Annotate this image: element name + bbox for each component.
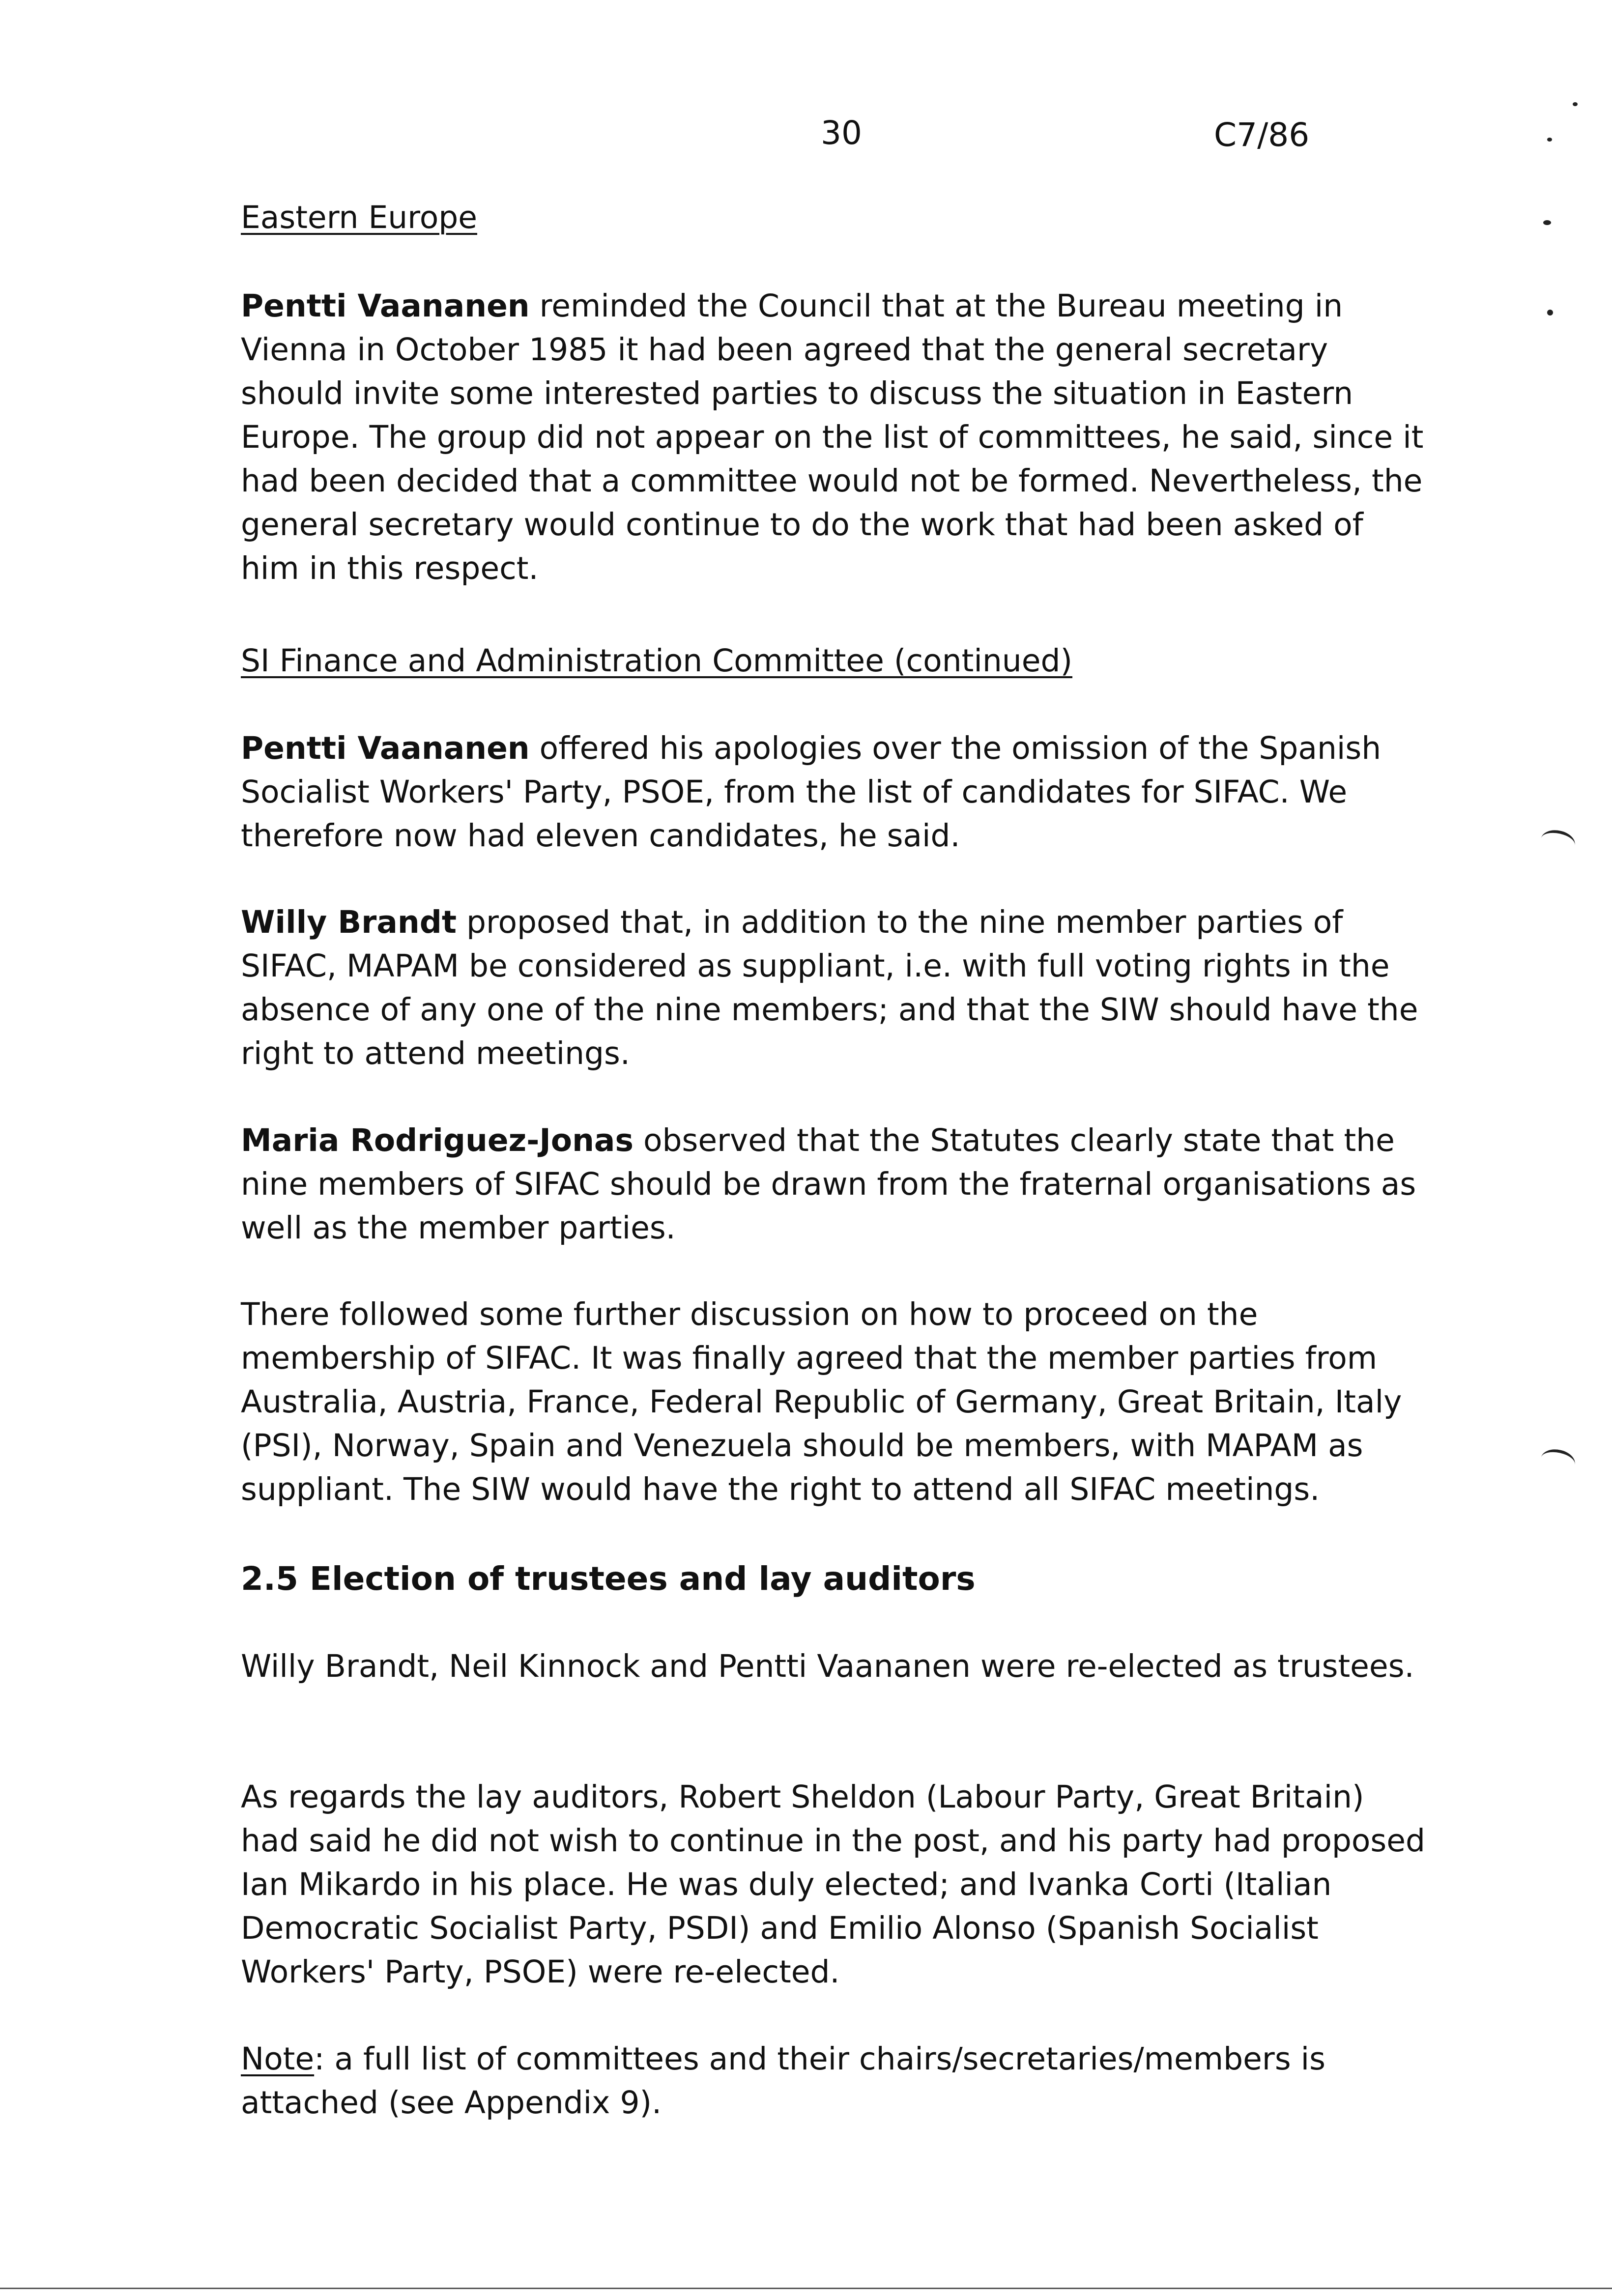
- scan-arc-mark: [1539, 1446, 1577, 1476]
- paragraph-text: offered his apologies over the omission of the Spanish Socialist Workers' Party, PSOE, from the list of candidates for SIFAC. We therefore now had eleven candidates, he said.: [241, 730, 1382, 854]
- page-number: 30: [821, 114, 862, 152]
- speaker-name: Pentti Vaananen: [241, 288, 530, 324]
- section-title-sifac: SI Finance and Administration Committee (continued): [241, 643, 1073, 679]
- scan-speck: [1547, 138, 1552, 142]
- paragraph-text: observed that the Statutes clearly state that the nine members of SIFAC should be drawn from the fraternal organisations as well as the member parties.: [241, 1122, 1416, 1246]
- document-reference: C7/86: [1214, 116, 1310, 154]
- speaker-name: Maria Rodriguez-Jonas: [241, 1122, 633, 1158]
- note-paragraph: [241, 2037, 1430, 2124]
- paragraph-eastern-europe: [241, 284, 1430, 590]
- scan-speck: [1543, 220, 1551, 225]
- paragraph-text: reminded the Council that at the Bureau meeting in Vienna in October 1985 it had been agreed that the general secretary should invite some interested parties to discuss the situation in Eastern Europe. The group did not appear on the list of committees, he said, since it had been decided that a committee would not be formed. Nevertheless, the general secretary would continue to do the work that had been asked of him in this respect.: [241, 288, 1424, 586]
- note-label: Note: [241, 2041, 315, 2077]
- scan-bottom-rule: [0, 2288, 1612, 2289]
- scan-speck: [1573, 102, 1578, 106]
- speaker-name: Willy Brandt: [241, 904, 457, 940]
- paragraph-trustees: Willy Brandt, Neil Kinnock and Pentti Vaananen were re-elected as trustees.: [241, 1648, 1414, 1684]
- paragraph-sifac-4: [241, 1292, 1430, 1511]
- paragraph-sifac-3: [241, 1119, 1430, 1250]
- paragraph-lay-auditors: As regards the lay auditors, Robert Sheldon (Labour Party, Great Britain) had said he did not wish to continue in the post, and his party had proposed Ian Mikardo in his place. He was duly elected; and Ivanka Corti (Italian Democratic Socialist Party, PSDI) and Emilio Alonso (Spanish Socialist Workers' Party, PSOE) were re-elected.: [241, 1779, 1425, 1990]
- scan-speck: [1547, 310, 1553, 316]
- note-text: : a full list of committees and their chairs/secretaries/members is attached (see Appendix 9).: [241, 2041, 1326, 2121]
- election-heading: 2.5 Election of trustees and lay auditors: [241, 1560, 976, 1598]
- scan-arc-mark: [1539, 827, 1577, 857]
- paragraph-text: There followed some further discussion on how to proceed on the membership of SIFAC. It was finally agreed that the member parties from Australia, Austria, France, Federal Republic of Germany, Great Britain, Italy (PSI), Norway, Spain and Venezuela should be members, with MAPAM as suppliant. The SIW would have the right to attend all SIFAC meetings.: [241, 1296, 1402, 1507]
- section-title-eastern-europe: Eastern Europe: [241, 200, 477, 235]
- paragraph-sifac-1: [241, 726, 1430, 858]
- speaker-name: Pentti Vaananen: [241, 730, 530, 766]
- paragraph-sifac-2: [241, 900, 1430, 1075]
- paragraph-text: proposed that, in addition to the nine member parties of SIFAC, MAPAM be considered as suppliant, i.e. with full voting rights in the absence of any one of the nine members; and that the SIW should have the right to attend meetings.: [241, 904, 1418, 1071]
